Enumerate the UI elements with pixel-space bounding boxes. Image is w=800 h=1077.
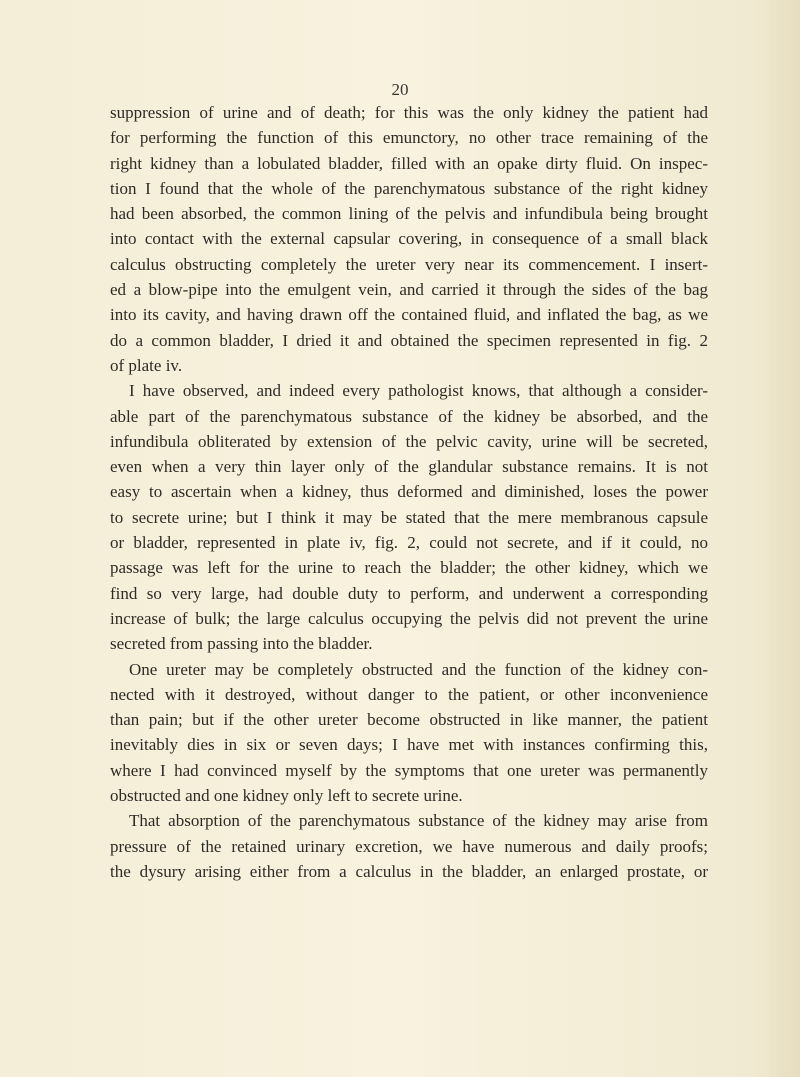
text-line: right kidney than a lobulated bladder, filled with an opake dirty fluid. On inspec- [110,153,708,173]
text-line: where I had convinced myself by the symptoms that one ureter was permanently [110,760,708,780]
text-line: ed a blow-pipe into the emulgent vein, and carried it through the sides of the bag [110,280,708,300]
text-line: nected with it destroyed, without danger to the patient, or other inconvenience [110,684,708,704]
text-line: One ureter may be completely obstructed and the function of the kidney con- [129,659,708,679]
text-line: increase of bulk; the large calculus occupying the pelvis did not prevent the urine [110,608,708,628]
text-line: inevitably dies in six or seven days; I have met with instances confirming this, [110,735,708,755]
text-line: find so very large, had double duty to perform, and underwent a corresponding [110,583,708,603]
text-line: passage was left for the urine to reach the bladder; the other kidney, which we [110,558,708,578]
text-line: easy to ascertain when a kidney, thus deformed and diminished, loses the power [110,482,708,502]
text-line: than pain; but if the other ureter become obstructed in like manner, the patient [110,710,708,730]
text-line: tion I found that the whole of the parenchymatous substance of the right kidney [110,178,708,198]
text-line: I have observed, and indeed every pathologist knows, that although a consider- [129,381,708,401]
text-line: to secrete urine; but I think it may be stated that the mere membranous capsule [110,507,708,527]
text-line: for performing the function of this emunctory, no other trace remaining of the [110,128,708,148]
text-line: pressure of the retained urinary excretion, we have numerous and daily proofs; [110,836,708,856]
text-line: of plate iv. [110,355,183,375]
text-line: into contact with the external capsular covering, in consequence of a small black [110,229,708,249]
text-line: had been absorbed, the common lining of the pelvis and infundibula being brought [110,204,708,224]
text-line: the dysury arising either from a calculus in the bladder, an enlarged prostate, or [110,861,708,881]
text-line: infundibula obliterated by extension of the pelvic cavity, urine will be secreted, [110,431,708,451]
text-line: suppression of urine and of death; for this was the only kidney the patient had [110,103,708,122]
text-line: do a common bladder, I dried it and obtained the specimen represented in fig. 2 [110,330,708,350]
text-line: That absorption of the parenchymatous substance of the kidney may arise from [129,811,708,831]
text-line: even when a very thin layer only of the glandular substance remains. It is not [110,457,708,477]
text-line: or bladder, represented in plate iv, fig. 2, could not secrete, and if it could, no [110,533,708,553]
text-line: secreted from passing into the bladder. [110,634,373,654]
text-line: able part of the parenchymatous substance of the kidney be absorbed, and the [110,406,708,426]
text-line: obstructed and one kidney only left to secrete urine. [110,786,463,806]
text-line: calculus obstructing completely the ureter very near its commencement. I insert- [110,254,708,274]
body-text [110,100,708,884]
text-line: into its cavity, and having drawn off the contained fluid, and inflated the bag, as we [110,305,708,325]
page-number: 20 [391,80,409,99]
